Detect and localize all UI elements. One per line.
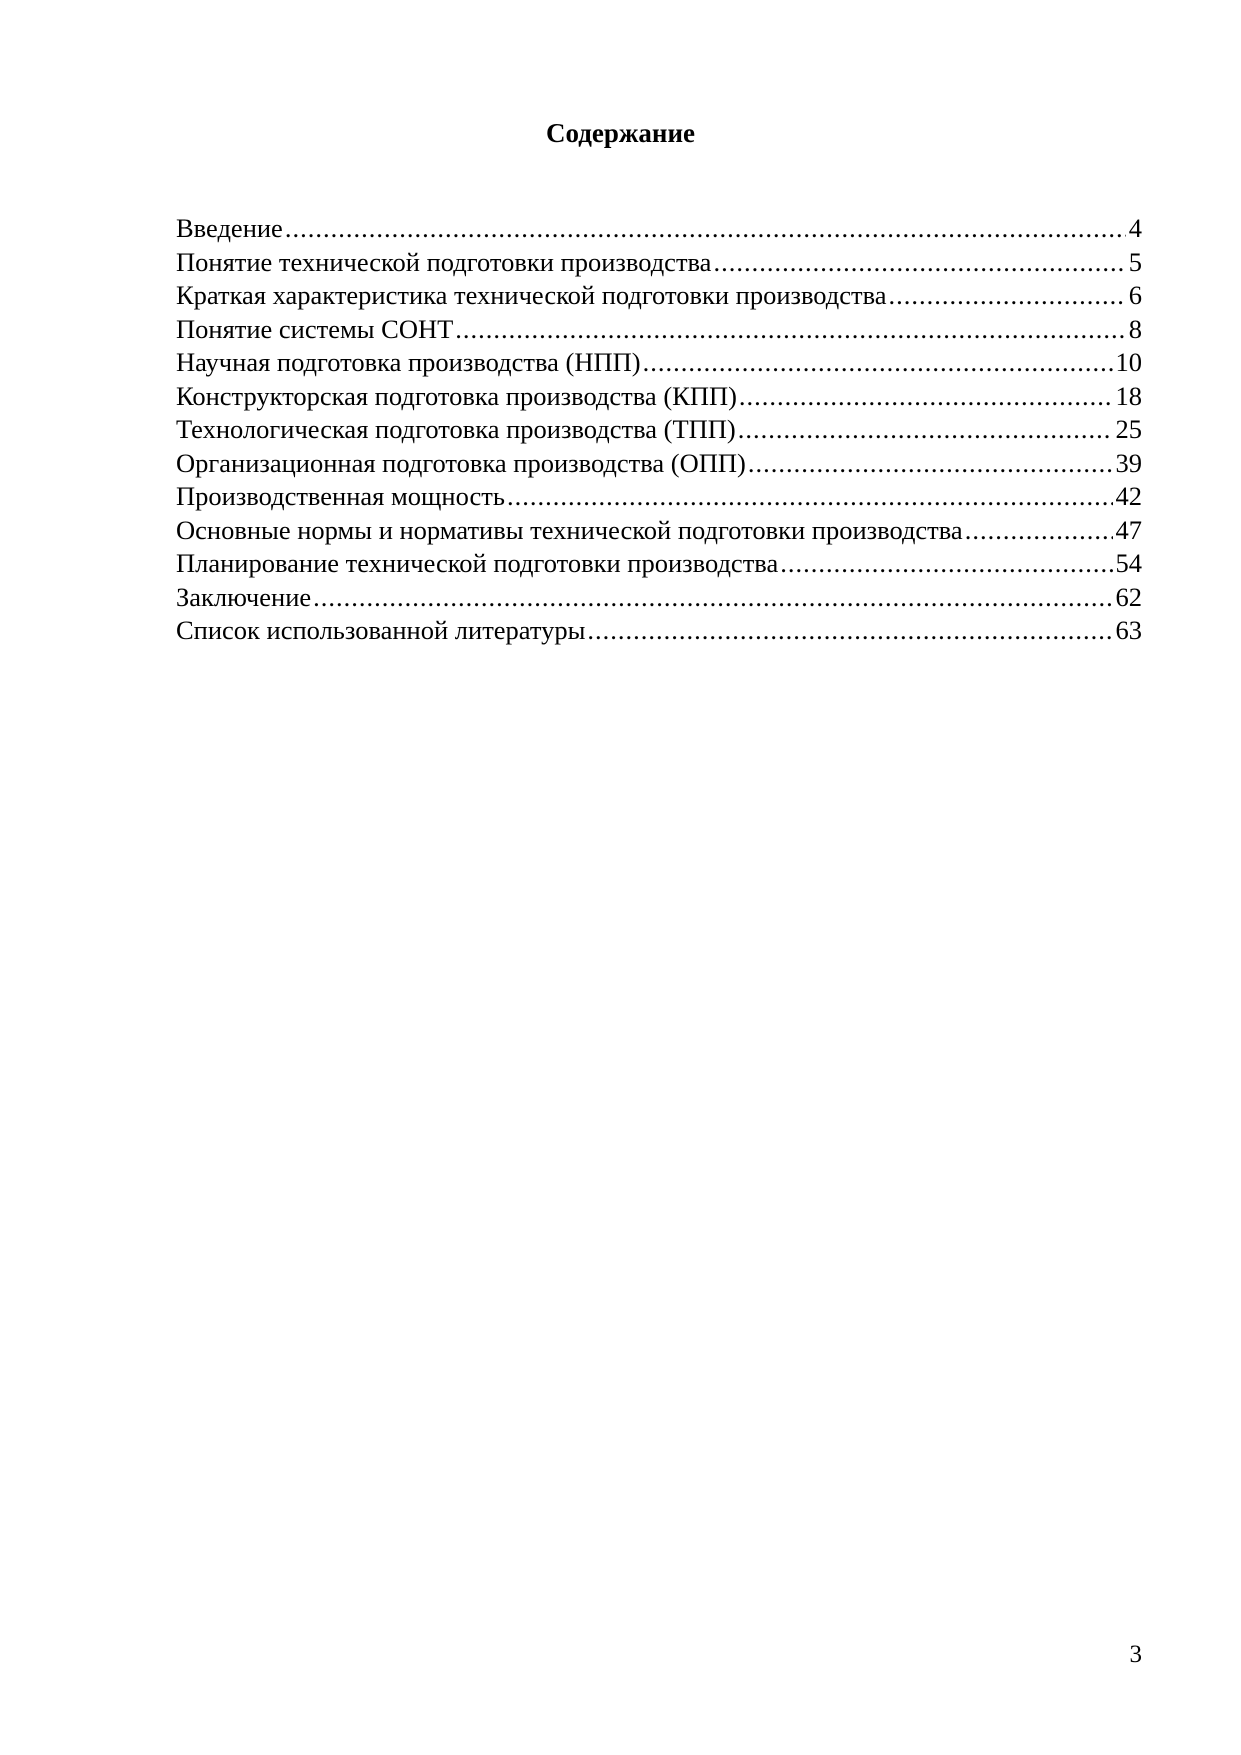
toc-entry-page: 39 <box>1115 447 1142 478</box>
toc-entry-sont-system[interactable] <box>176 313 1142 347</box>
toc-entry-label: Введение <box>176 213 283 243</box>
toc-dot-leader <box>780 547 1112 581</box>
toc-entry-label: Заключение <box>176 581 312 612</box>
toc-entry-label: Конструкторская подготовка производства (КПП) <box>176 380 737 411</box>
toc-entry-page: 25 <box>1115 414 1142 444</box>
toc-dot-leader <box>455 313 1125 347</box>
toc-entry-technological-preparation[interactable] <box>176 413 1142 447</box>
table-of-contents <box>176 212 1142 648</box>
toc-entry-organizational-preparation[interactable] <box>176 447 1142 481</box>
toc-entry-page: 4 <box>1128 213 1142 243</box>
toc-entry-page: 18 <box>1115 380 1142 411</box>
toc-entry-page: 10 <box>1115 347 1142 377</box>
toc-entry-page: 8 <box>1128 313 1142 344</box>
toc-entry-label: Технологическая подготовка производства (ТПП) <box>176 414 736 444</box>
toc-dot-leader <box>748 447 1113 481</box>
toc-entry-label: Производственная мощность <box>176 481 505 511</box>
toc-dot-leader <box>889 279 1126 313</box>
toc-dot-leader <box>739 380 1113 414</box>
toc-entry-page: 63 <box>1115 615 1142 645</box>
toc-entry-label: Понятие технической подготовки производства <box>176 246 712 277</box>
toc-dot-leader <box>965 514 1113 548</box>
toc-dot-leader <box>507 480 1113 514</box>
toc-entry-design-preparation[interactable] <box>176 380 1142 414</box>
toc-entry-brief-characteristics[interactable] <box>176 279 1142 313</box>
toc-entry-scientific-preparation[interactable] <box>176 346 1142 380</box>
toc-entry-page: 62 <box>1115 581 1142 612</box>
toc-entry-conclusion[interactable] <box>176 581 1142 615</box>
toc-entry-page: 42 <box>1115 481 1142 511</box>
toc-entry-label: Планирование технической подготовки производства <box>176 548 779 578</box>
toc-dot-leader <box>313 581 1112 615</box>
toc-entry-norms-and-standards[interactable] <box>176 514 1142 548</box>
toc-entry-label: Научная подготовка производства (НПП) <box>176 347 641 377</box>
toc-dot-leader <box>285 212 1126 246</box>
toc-entry-concept-technical-preparation[interactable] <box>176 246 1142 280</box>
toc-dot-leader <box>587 614 1112 648</box>
toc-dot-leader <box>713 246 1125 280</box>
toc-entry-label: Понятие системы СОНТ <box>176 313 454 344</box>
toc-entry-page: 6 <box>1128 280 1142 310</box>
page-title: Содержание <box>545 118 696 148</box>
toc-entry-label: Организационная подготовка производства (ОПП) <box>176 447 746 478</box>
toc-dot-leader <box>738 413 1113 447</box>
toc-entry-introduction[interactable] <box>176 212 1142 246</box>
toc-entry-planning[interactable] <box>176 547 1142 581</box>
toc-entry-page: 5 <box>1128 246 1142 277</box>
page-number: 3 <box>1129 1641 1142 1668</box>
toc-entry-label: Основные нормы и нормативы технической подготовки производства <box>176 514 963 545</box>
toc-dot-leader <box>643 346 1113 380</box>
toc-entry-label: Краткая характеристика технической подготовки производства <box>176 280 887 310</box>
toc-entry-page: 54 <box>1115 548 1142 578</box>
toc-entry-label: Список использованной литературы <box>176 615 586 645</box>
toc-entry-production-capacity[interactable] <box>176 480 1142 514</box>
toc-entry-page: 47 <box>1115 514 1142 545</box>
toc-entry-references[interactable] <box>176 614 1142 648</box>
